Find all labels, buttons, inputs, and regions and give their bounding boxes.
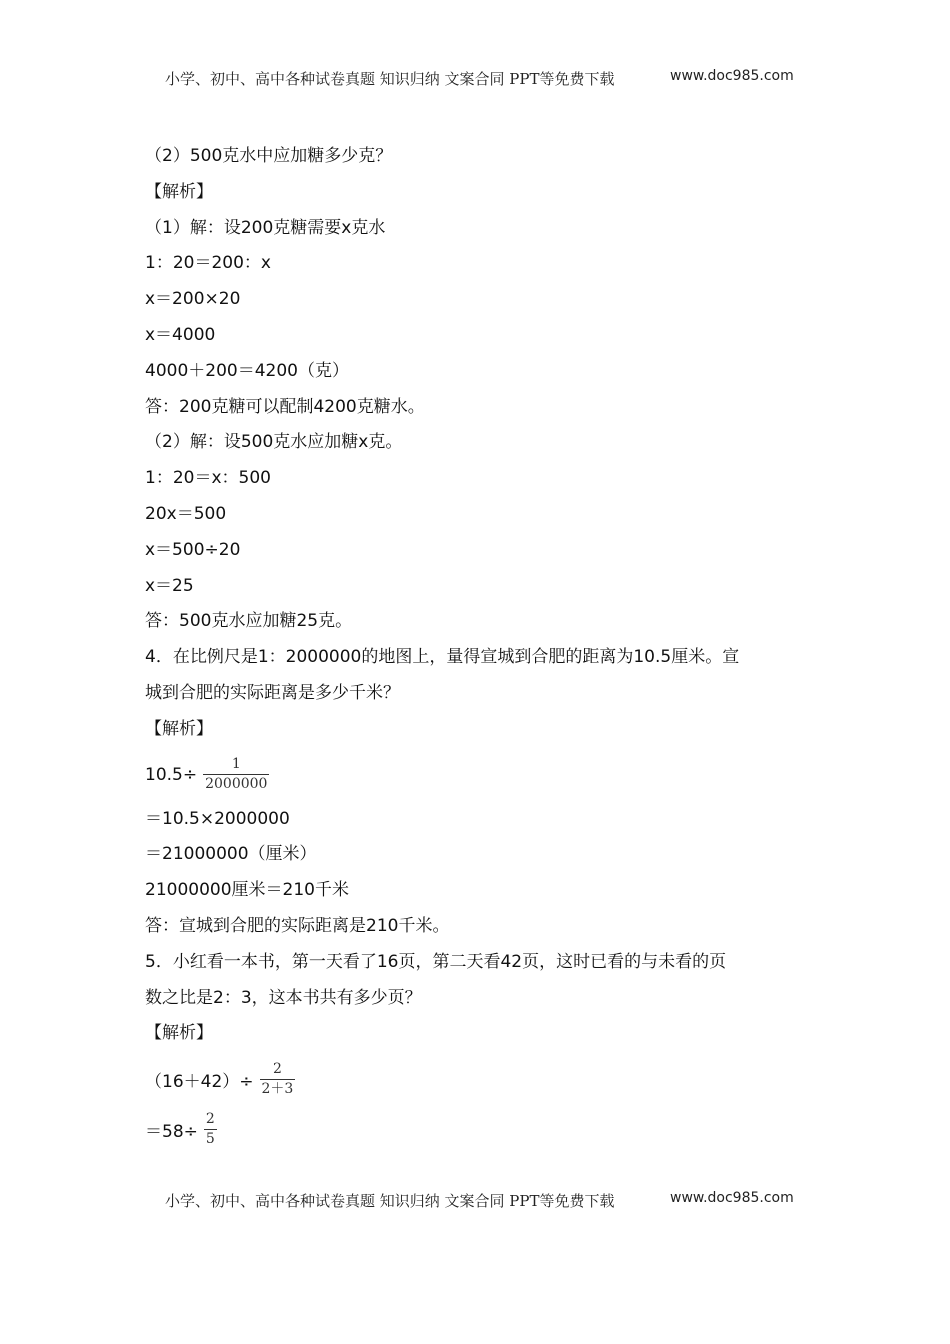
fraction [260, 1061, 296, 1098]
fraction-expression [145, 1056, 810, 1102]
question-4-line-2: 城到合肥的实际距离是多少千米？ [145, 682, 400, 703]
text-line: x＝200×20 [145, 289, 241, 310]
text-line: x＝25 [145, 575, 194, 596]
question-4-line-1: 4．在比例尺是1：2000000的地图上，量得宣城到合肥的距离为10.5厘米。宣 [145, 647, 740, 668]
header-site: www.doc985.com [670, 68, 794, 84]
page-footer [165, 1190, 805, 1211]
page-header [165, 68, 805, 89]
expression-prefix: ＝58÷ [145, 1121, 198, 1142]
text-line: （1）解：设200克糖需要x克水 [145, 217, 386, 238]
fraction-denominator: 2000000 [205, 776, 268, 793]
fraction-numerator: 2 [205, 1110, 215, 1127]
fraction-expression [145, 752, 810, 798]
footer-site: www.doc985.com [670, 1190, 794, 1206]
analysis-heading: 【解析】 [145, 181, 213, 202]
text-line: （2）解：设500克水应加糖x克。 [145, 432, 403, 453]
analysis-heading: 【解析】 [145, 718, 213, 739]
text-line: 21000000厘米＝210千米 [145, 880, 349, 901]
text-line: （2）500克水中应加糖多少克？ [145, 146, 393, 166]
answer-line: 答：200克糖可以配制4200克糖水。 [145, 396, 425, 417]
text-line: ＝10.5×2000000 [145, 808, 290, 829]
text-line: 20x＝500 [145, 503, 227, 524]
text-line: 1：20＝x：500 [145, 468, 271, 489]
text-line: x＝500÷20 [145, 539, 241, 560]
footer-text: 小学、初中、高中各种试卷真题 知识归纳 文案合同 PPT等免费下载 [165, 1192, 615, 1210]
fraction-denominator: 5 [205, 1130, 215, 1147]
fraction-denominator: 2＋3 [261, 1080, 294, 1097]
header-text: 小学、初中、高中各种试卷真题 知识归纳 文案合同 PPT等免费下载 [165, 70, 615, 88]
analysis-heading: 【解析】 [145, 1023, 213, 1044]
answer-line: 答：宣城到合肥的实际距离是210千米。 [145, 915, 450, 936]
text-line: x＝4000 [145, 324, 216, 345]
fraction-numerator: 1 [231, 756, 241, 773]
fraction [203, 756, 269, 793]
fraction-numerator: 2 [272, 1060, 282, 1077]
text-line: ＝21000000（厘米） [145, 844, 317, 865]
text-line: 4000＋200＝4200（克） [145, 360, 349, 381]
expression-prefix: 10.5÷ [145, 764, 198, 785]
text-line: 1：20＝200：x [145, 253, 271, 274]
fraction [204, 1111, 217, 1148]
answer-line: 答：500克水应加糖25克。 [145, 611, 353, 632]
question-5-line-2: 数之比是2：3，这本书共有多少页？ [145, 987, 422, 1008]
document-body [145, 139, 810, 1156]
expression-prefix: （16＋42）÷ [145, 1071, 254, 1092]
fraction-expression [145, 1106, 810, 1152]
question-5-line-1: 5．小红看一本书，第一天看了16页，第二天看42页，这时已看的与未看的页 [145, 951, 727, 972]
